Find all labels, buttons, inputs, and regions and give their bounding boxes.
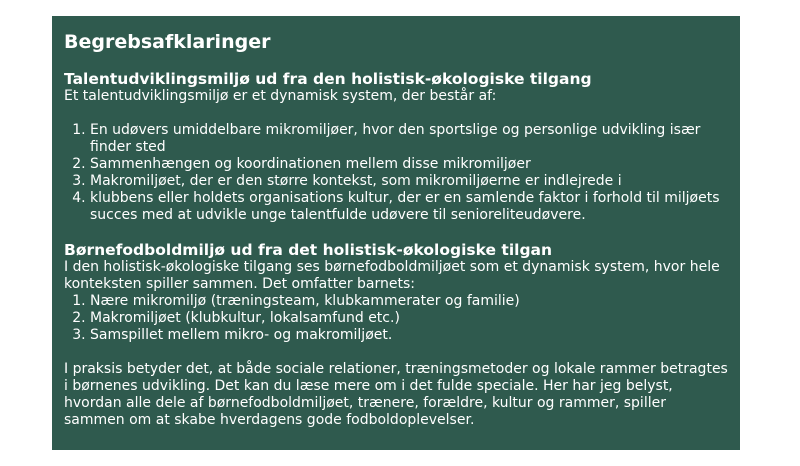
- closing-paragraph: I praksis betyder det, at både sociale relationer, træningsmetoder og lokale rammer betragtes i børnenes udvikling. Det kan du læse mere om i det fulde speciale. Her har jeg belyst, hvordan alle dele af børnefodboldmiljøet, trænere, forældre, kultur og rammer, spiller sammen om at skabe hverdagens gode fodboldoplevelser.: [64, 361, 728, 428]
- spacer: [64, 224, 728, 241]
- panel-title: Begrebsafklaringer: [64, 31, 271, 53]
- spacer: [64, 105, 728, 122]
- list-item: 3. Samspillet mellem mikro- og makromiljøet.: [90, 327, 728, 344]
- childrens-football-list: [64, 293, 728, 344]
- list-item: 3. Makromiljøet, der er den større kontekst, som mikromiljøerne er indlejrede i: [90, 173, 728, 190]
- list-item: 4. klubbens eller holdets organisations kultur, der er en samlende faktor i forhold til miljøets succes med at udvikle unge talentfulde udøvere til senioreliteudøvere.: [90, 190, 728, 224]
- list-item: 1. En udøvers umiddelbare mikromiljøer, hvor den sportslige og personlige udvikling især finder sted: [90, 122, 728, 156]
- section-intro-childrens-football: I den holistisk-økologiske tilgang ses børnefodboldmiljøet som et dynamisk system, hvor hele konteksten spiller sammen. Det omfatter barnets:: [64, 259, 720, 292]
- talent-environment-list: [64, 122, 728, 224]
- list-item: 2. Sammenhængen og koordinationen mellem disse mikromiljøer: [90, 156, 728, 173]
- list-item: 2. Makromiljøet (klubkultur, lokalsamfund etc.): [90, 310, 728, 327]
- definitions-panel: [52, 16, 740, 450]
- section-heading-childrens-football: Børnefodboldmiljø ud fra det holistisk-økologiske tilgan: [64, 241, 553, 259]
- list-item: 1. Nære mikromiljø (træningsteam, klubkammerater og familie): [90, 293, 728, 310]
- section-intro-talent-environment: Et talentudviklingsmiljø er et dynamisk system, der består af:: [64, 88, 497, 104]
- section-heading-talent-environment: Talentudviklingsmiljø ud fra den holistisk-økologiske tilgang: [64, 70, 592, 88]
- spacer: [64, 344, 728, 361]
